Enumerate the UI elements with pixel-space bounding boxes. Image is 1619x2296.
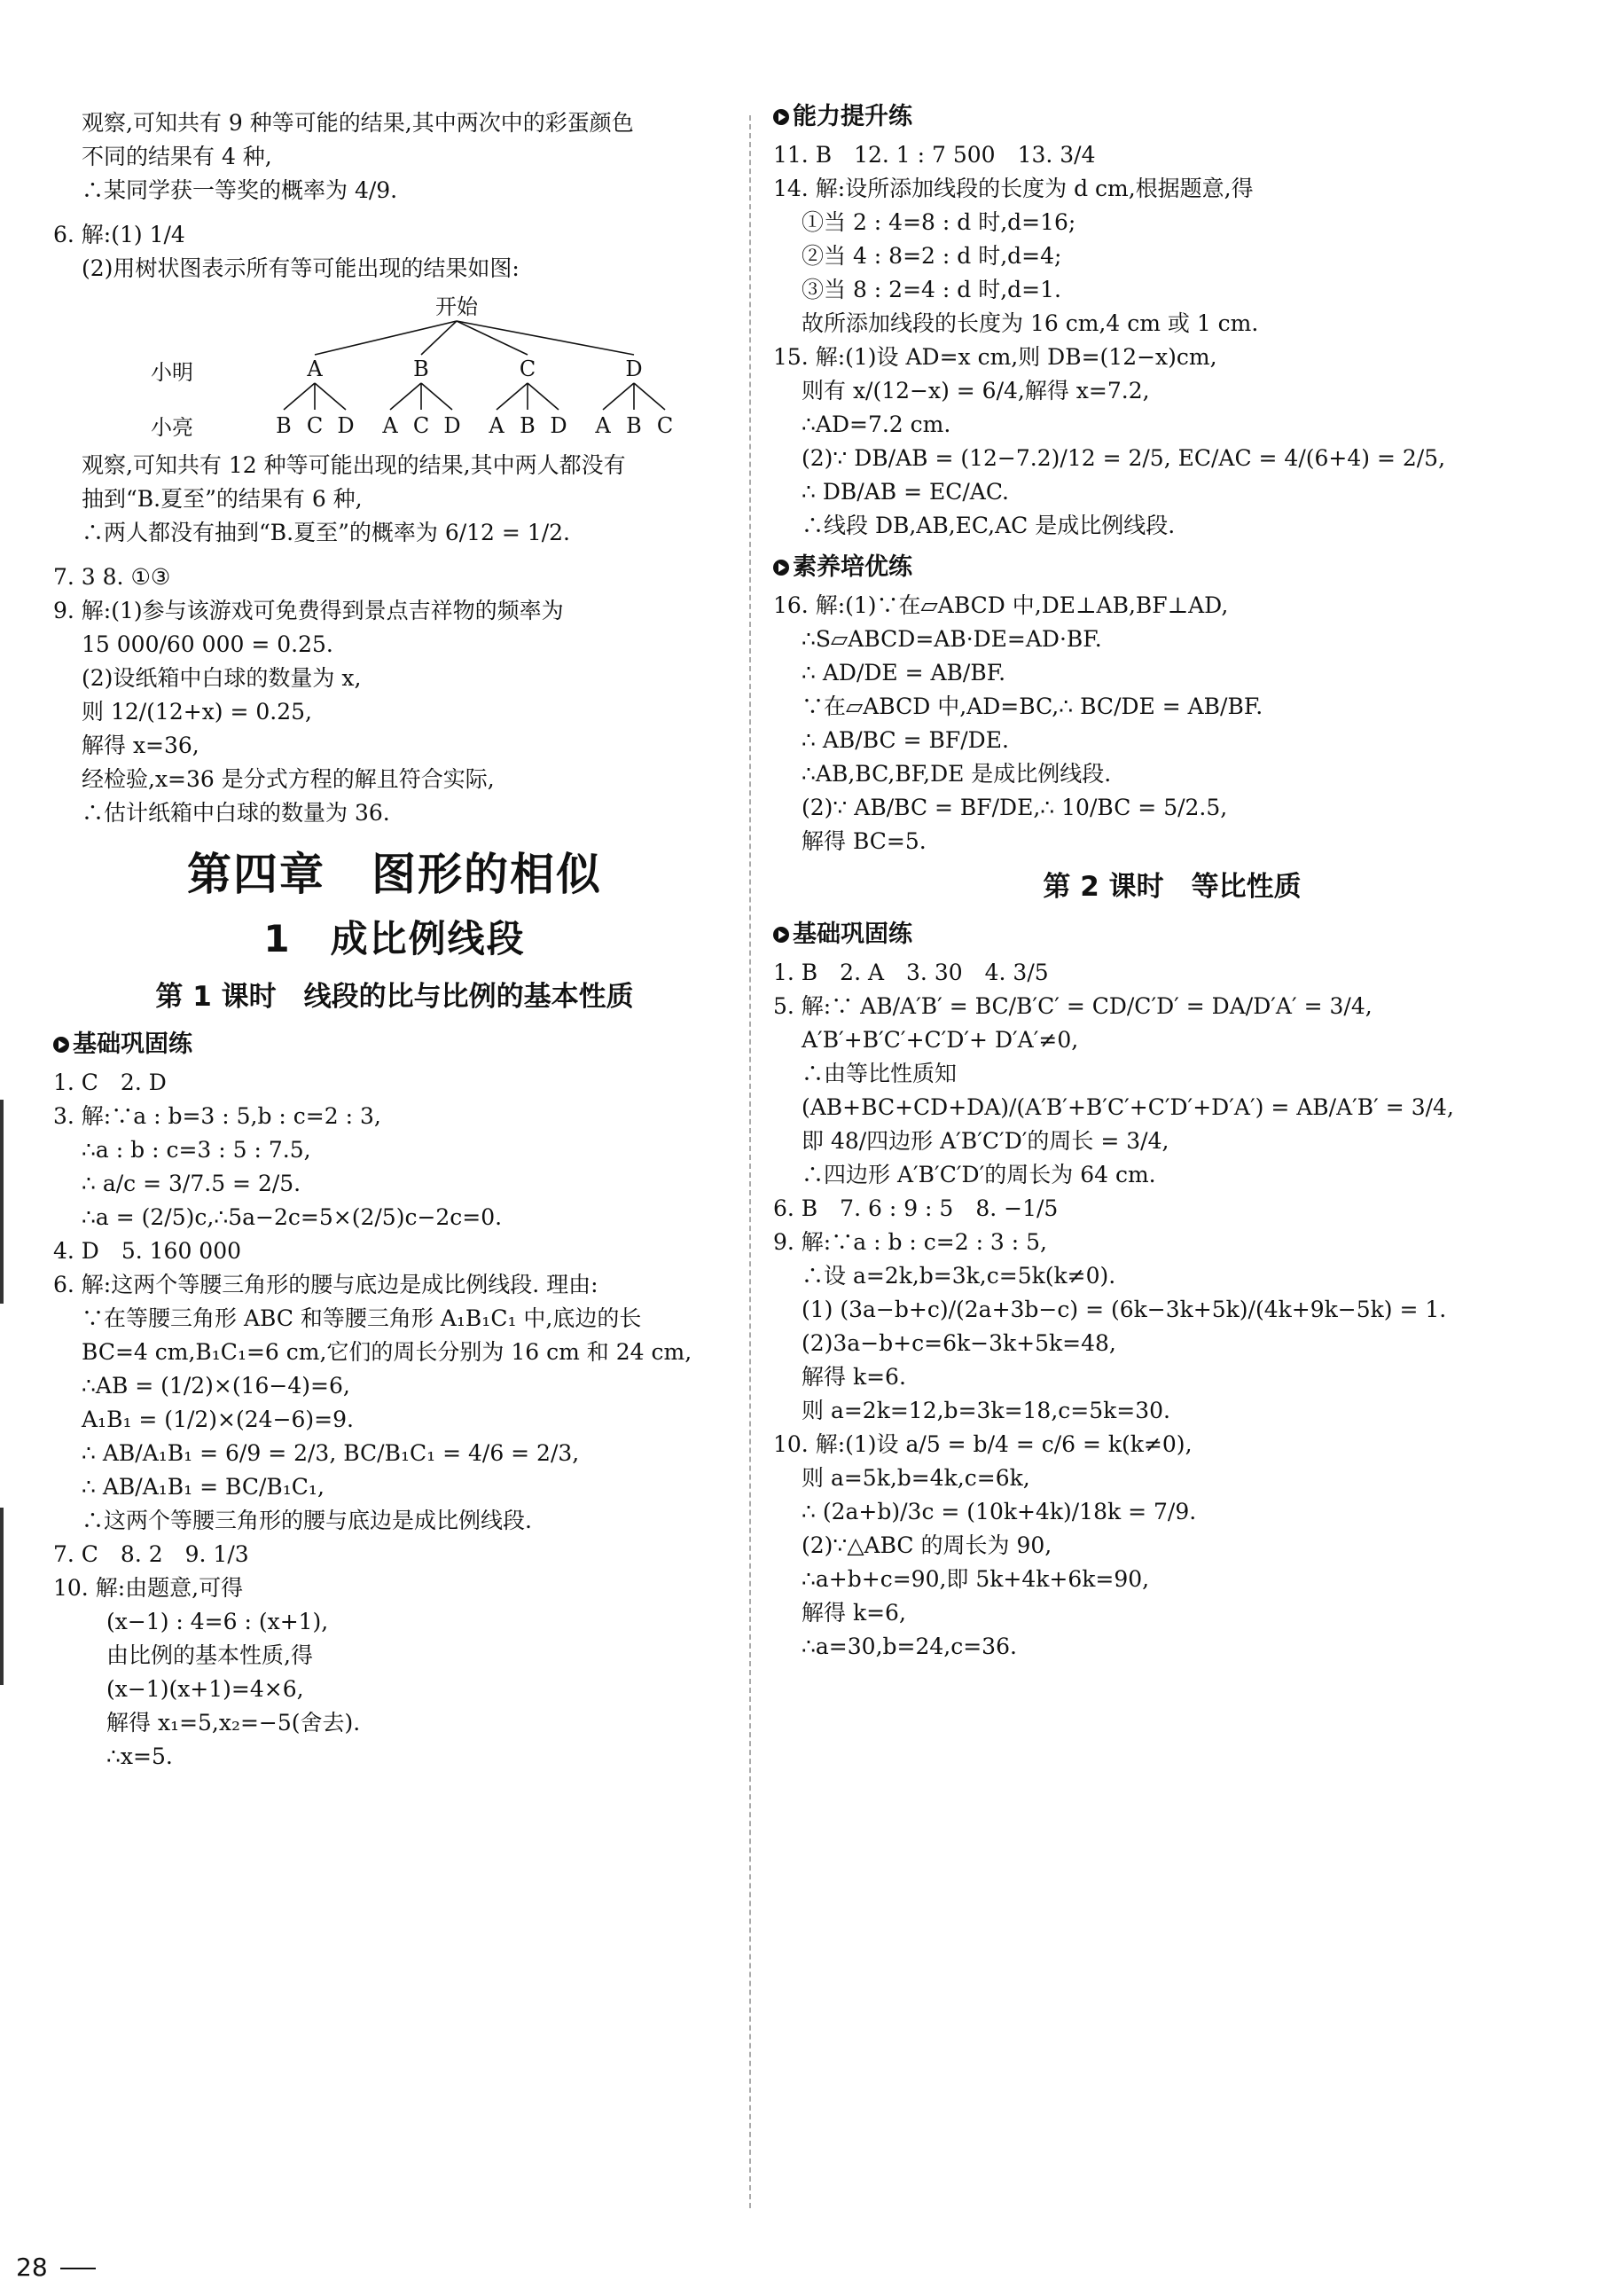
answer-line: ∵在▱ABCD 中,AD=BC,∴ BC/DE = AB/BF.: [802, 694, 1263, 719]
tree-node-l2: C: [656, 413, 674, 438]
answer-line: 14. 解:设所添加线段的长度为 d cm,根据题意,得: [773, 176, 1254, 201]
period-title: 第 2 课时 等比性质: [1043, 871, 1302, 903]
answer-line: ∴这两个等腰三角形的腰与底边是成比例线段.: [82, 1508, 532, 1533]
answer-line: ∴由等比性质知: [802, 1061, 958, 1086]
play-bullet-icon: [53, 1037, 69, 1053]
answer-line: 不同的结果有 4 种,: [82, 144, 272, 169]
tree-subbranches: [284, 383, 665, 410]
tree-diagram: [151, 287, 718, 447]
play-bullet-icon: [773, 927, 789, 943]
column-divider: [749, 115, 751, 2208]
lesson-title: 1 成比例线段: [263, 917, 526, 960]
answer-line: 解得 x₁=5,x₂=−5(舍去).: [106, 1710, 361, 1736]
answer-line: 解得 BC=5.: [802, 828, 927, 854]
tree-node-l2: B: [276, 413, 292, 438]
answer-line: 观察,可知共有 9 种等可能的结果,其中两次中的彩蛋颜色: [82, 110, 634, 136]
answer-line: ∴设 a=2k,b=3k,c=5k(k≠0).: [802, 1263, 1116, 1289]
answer-line: A₁B₁ = (1/2)×(24−6)=9.: [82, 1407, 354, 1432]
tree-branches: [315, 321, 634, 355]
tree-node-l1: D: [625, 357, 643, 381]
right-column: [773, 103, 1571, 1664]
answer-line: 解得 k=6,: [802, 1600, 906, 1626]
answer-line: 由比例的基本性质,得: [106, 1642, 313, 1668]
answer-line: 11. B 12. 1 : 7 500 13. 3/4: [773, 142, 1096, 168]
answer-line: 6. B 7. 6 : 9 : 5 8. −1/5: [773, 1195, 1059, 1221]
answer-line: ∴ AB/BC = BF/DE.: [802, 727, 1009, 753]
answer-line: ∴ AD/DE = AB/BF.: [802, 660, 1006, 686]
tree-level1-label: 小明: [151, 360, 193, 385]
answer-line: 5. 解:∵ AB/A′B′ = BC/B′C′ = CD/C′D′ = DA/D′A′ = 3/4,: [773, 993, 1373, 1019]
tree-node-l2: D: [550, 413, 567, 438]
section-heading: 素养培优练: [773, 548, 1571, 587]
answer-line: 4. D 5. 160 000: [53, 1238, 242, 1264]
section-heading: 基础巩固练: [53, 1025, 736, 1064]
answer-line: (2)∵ DB/AB = (12−7.2)/12 = 2/5, EC/AC = 4/(6+4) = 2/5,: [802, 445, 1446, 471]
answer-line: ③当 8 : 2=4 : d 时,d=1.: [802, 277, 1061, 302]
answer-line: (2)∵ AB/BC = BF/DE,∴ 10/BC = 5/2.5,: [802, 795, 1228, 820]
answer-line: ∴ AB/A₁B₁ = BC/B₁C₁,: [82, 1474, 325, 1500]
answer-line: 经检验,x=36 是分式方程的解且符合实际,: [82, 766, 495, 792]
answer-line: ∴a = (2/5)c,∴5a−2c=5×(2/5)c−2c=0.: [82, 1204, 503, 1230]
answer-line: 抽到“B.夏至”的结果有 6 种,: [82, 486, 363, 512]
answer-line: ∴线段 DB,AB,EC,AC 是成比例线段.: [802, 513, 1176, 538]
left-column: [53, 106, 736, 1774]
answer-line: ∴S▱ABCD=AB·DE=AD·BF.: [802, 626, 1102, 652]
answer-line: ∴估计纸箱中白球的数量为 36.: [82, 800, 390, 826]
answer-line: (2)设纸箱中白球的数量为 x,: [82, 665, 362, 691]
tree-node-l2: A: [595, 413, 611, 438]
tree-node-l2: D: [443, 413, 461, 438]
answer-line: 故所添加线段的长度为 16 cm,4 cm 或 1 cm.: [802, 310, 1259, 336]
answer-line: 则 a=2k=12,b=3k=18,c=5k=30.: [802, 1398, 1170, 1423]
question-6: 6. 解:(1) 1/4: [53, 222, 185, 247]
tree-node-l2: A: [382, 413, 398, 438]
question-7-8: 7. 3 8. ①③: [53, 564, 171, 590]
tree-node-l2: D: [337, 413, 355, 438]
answer-line: A′B′+B′C′+C′D′+ D′A′≠0,: [802, 1027, 1079, 1053]
answer-line: ∴四边形 A′B′C′D′的周长为 64 cm.: [802, 1162, 1156, 1187]
answer-line: ∴ DB/AB = EC/AC.: [802, 479, 1009, 505]
tree-root: 开始: [435, 294, 478, 319]
edge-mark-top: [0, 1100, 4, 1304]
chapter-title: 第四章 图形的相似: [187, 849, 602, 900]
answer-line: ∴AB,BC,BF,DE 是成比例线段.: [802, 761, 1112, 787]
answer-line: 15. 解:(1)设 AD=x cm,则 DB=(12−x)cm,: [773, 344, 1217, 370]
tree-node-l1: C: [519, 357, 536, 381]
tree-node-l1: B: [413, 357, 429, 381]
answer-line: 则有 x/(12−x) = 6/4,解得 x=7.2,: [802, 378, 1150, 404]
answer-line: 解得 x=36,: [82, 733, 199, 758]
play-bullet-icon: [773, 109, 789, 125]
answer-line: ∵在等腰三角形 ABC 和等腰三角形 A₁B₁C₁ 中,底边的长: [82, 1305, 642, 1331]
tree-node-l2: C: [306, 413, 324, 438]
page-number: 28: [16, 2253, 96, 2282]
answer-line: (1) (3a−b+c)/(2a+3b−c) = (6k−3k+5k)/(4k+9k−5k) = 1.: [802, 1297, 1447, 1322]
play-bullet-icon: [773, 560, 789, 576]
tree-node-l2: B: [626, 413, 642, 438]
section-heading: 基础巩固练: [773, 915, 1571, 954]
answer-line: ①当 2 : 4=8 : d 时,d=16;: [802, 209, 1076, 235]
answer-line: ②当 4 : 8=2 : d 时,d=4;: [802, 243, 1062, 269]
answer-line: ∴a : b : c=3 : 5 : 7.5,: [82, 1137, 311, 1163]
answer-line: 9. 解:∵a : b : c=2 : 3 : 5,: [773, 1229, 1048, 1255]
answer-line: (2)3a−b+c=6k−3k+5k=48,: [802, 1330, 1116, 1356]
answer-line: 16. 解:(1)∵在▱ABCD 中,DE⊥AB,BF⊥AD,: [773, 592, 1229, 618]
answer-line: ∴两人都没有抽到“B.夏至”的概率为 6/12 = 1/2.: [82, 520, 570, 545]
answer-line: ∴AB = (1/2)×(16−4)=6,: [82, 1373, 350, 1399]
answer-line: ∴ (2a+b)/3c = (10k+4k)/18k = 7/9.: [802, 1499, 1197, 1524]
answer-line: 则 12/(12+x) = 0.25,: [82, 699, 312, 725]
answer-line: (AB+BC+CD+DA)/(A′B′+B′C′+C′D′+D′A′) = AB/A′B′ = 3/4,: [802, 1094, 1454, 1120]
question-9: 9. 解:(1)参与该游戏可免费得到景点吉祥物的频率为: [53, 598, 564, 623]
answer-line: ∴ a/c = 3/7.5 = 2/5.: [82, 1171, 301, 1196]
answer-line: 15 000/60 000 = 0.25.: [82, 631, 333, 657]
answer-line: ∴x=5.: [106, 1744, 173, 1769]
answer-line: 6. 解:这两个等腰三角形的腰与底边是成比例线段. 理由:: [53, 1272, 598, 1297]
tree-node-l1: A: [307, 357, 323, 381]
answer-line: 1. B 2. A 3. 30 4. 3/5: [773, 960, 1049, 985]
answer-line: 观察,可知共有 12 种等可能出现的结果,其中两人都没有: [82, 452, 626, 478]
answer-line: ∴ AB/A₁B₁ = 6/9 = 2/3, BC/B₁C₁ = 4/6 = 2/3,: [82, 1440, 580, 1466]
answer-line: 3. 解:∵a : b=3 : 5,b : c=2 : 3,: [53, 1103, 381, 1129]
answer-line: 7. C 8. 2 9. 1/3: [53, 1541, 249, 1567]
tree-node-l2: A: [489, 413, 504, 438]
answer-line: (x−1) : 4=6 : (x+1),: [106, 1609, 329, 1634]
tree-level2-label: 小亮: [151, 415, 193, 440]
answer-line: 则 a=5k,b=4k,c=6k,: [802, 1465, 1030, 1491]
section-heading: 能力提升练: [773, 98, 1571, 137]
answer-line: ∴a+b+c=90,即 5k+4k+6k=90,: [802, 1566, 1150, 1592]
answer-line: (2)∵△ABC 的周长为 90,: [802, 1532, 1052, 1558]
period-title: 第 1 课时 线段的比与比例的基本性质: [155, 981, 634, 1013]
answer-line: ∴AD=7.2 cm.: [802, 411, 951, 437]
answer-line: (2)用树状图表示所有等可能出现的结果如图:: [82, 255, 520, 281]
tree-node-l2: C: [412, 413, 430, 438]
answer-line: 10. 解:由题意,可得: [53, 1575, 244, 1601]
answer-line: BC=4 cm,B₁C₁=6 cm,它们的周长分别为 16 cm 和 24 cm,: [82, 1339, 692, 1365]
answer-line: ∴某同学获一等奖的概率为 4/9.: [82, 177, 398, 203]
answer-line: (x−1)(x+1)=4×6,: [106, 1676, 304, 1702]
tree-node-l2: B: [520, 413, 536, 438]
answer-line: 10. 解:(1)设 a/5 = b/4 = c/6 = k(k≠0),: [773, 1431, 1193, 1457]
answer-line: ∴a=30,b=24,c=36.: [802, 1634, 1017, 1659]
edge-mark-bottom: [0, 1508, 4, 1685]
answer-line: 1. C 2. D: [53, 1070, 167, 1095]
answer-line: 即 48/四边形 A′B′C′D′的周长 = 3/4,: [802, 1128, 1169, 1154]
answer-line: 解得 k=6.: [802, 1364, 906, 1390]
